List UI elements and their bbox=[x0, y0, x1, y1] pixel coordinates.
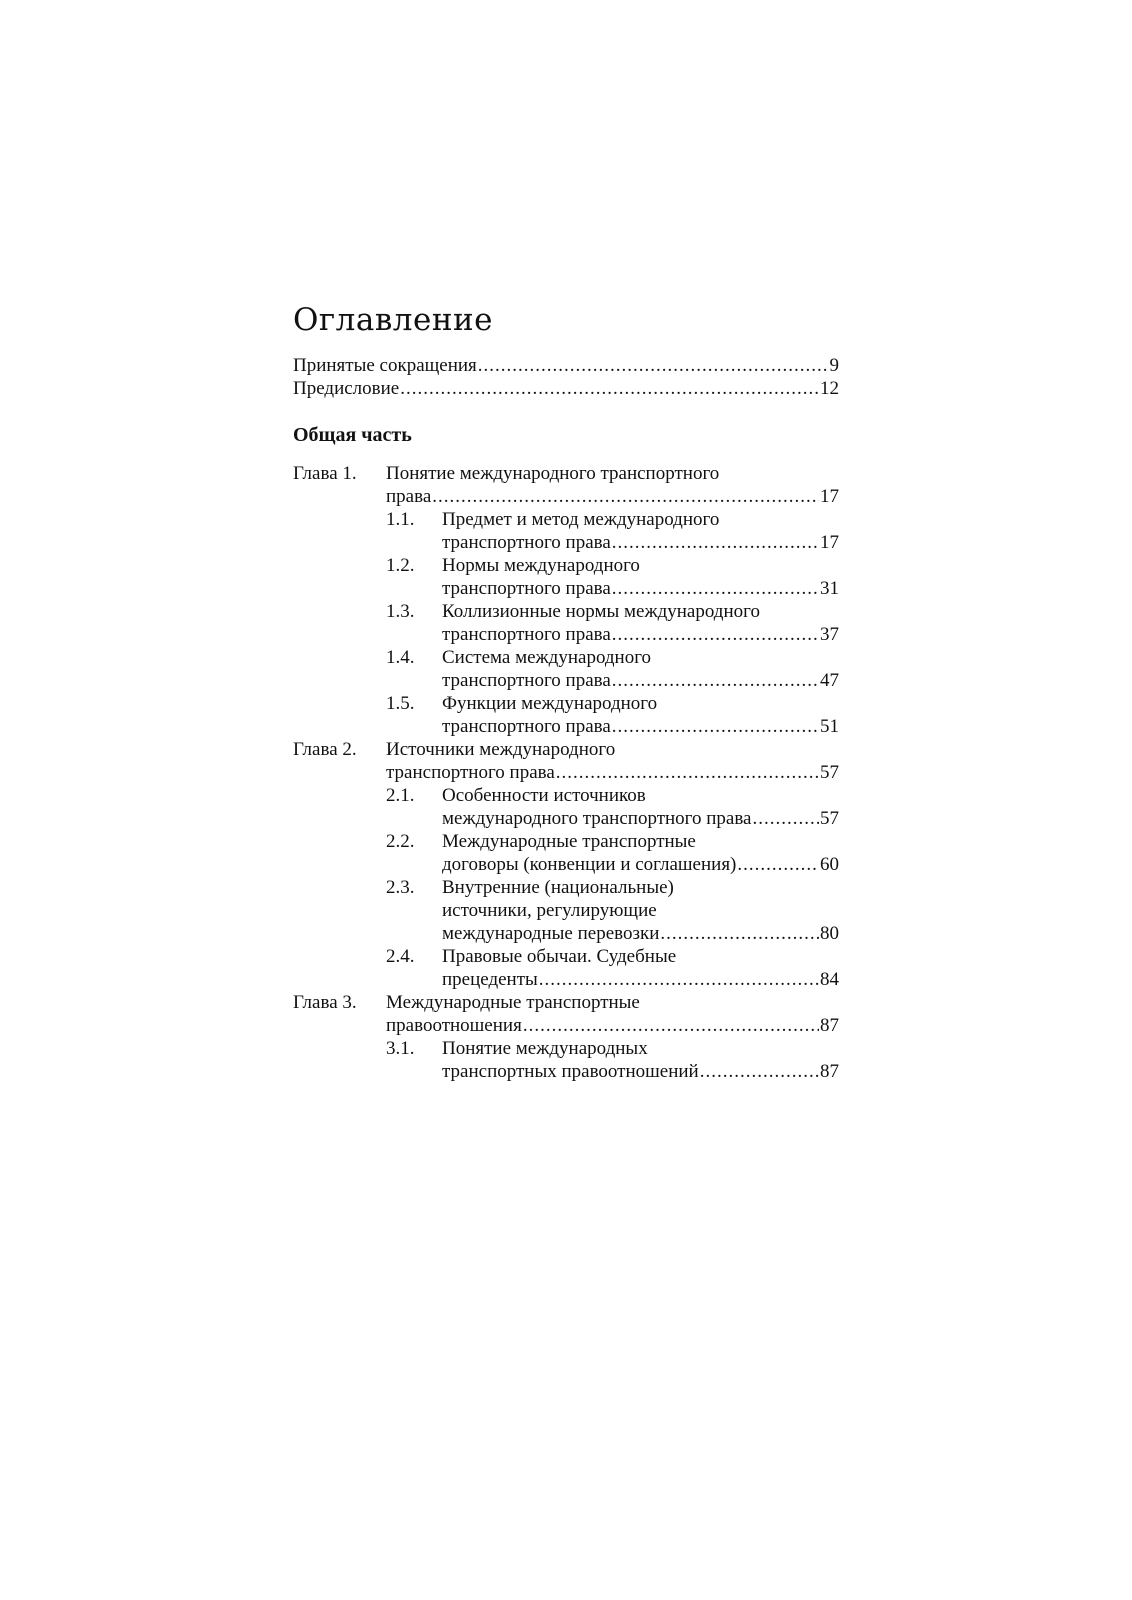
subsection-number: 1.3. bbox=[386, 601, 415, 622]
entry-last-line bbox=[386, 485, 839, 508]
entry-last-line bbox=[442, 623, 839, 646]
dot-leader bbox=[523, 1014, 819, 1037]
dot-leader bbox=[612, 531, 819, 554]
page-number: 47 bbox=[820, 670, 839, 691]
page-number: 57 bbox=[820, 762, 839, 783]
entry-label: Предисловие bbox=[293, 378, 400, 399]
page-number: 17 bbox=[820, 532, 839, 553]
entry-last-line bbox=[442, 531, 839, 554]
entry-last-line bbox=[442, 1060, 839, 1083]
subsection-number: 2.3. bbox=[386, 877, 415, 898]
entry-text-line: Понятие международных bbox=[442, 1038, 648, 1059]
entry-last-line bbox=[442, 853, 839, 876]
entry-text-line: источники, регулирующие bbox=[442, 900, 657, 921]
toc-entry-preface[interactable] bbox=[293, 377, 839, 400]
dot-leader bbox=[539, 968, 819, 991]
subsection-body bbox=[442, 600, 839, 646]
entry-text-line: Особенности источников bbox=[442, 785, 646, 806]
entry-text-line: Нормы международного bbox=[442, 555, 640, 576]
subsection-body bbox=[442, 830, 839, 876]
chapter-body bbox=[386, 462, 839, 738]
dot-leader bbox=[660, 922, 819, 945]
entry-text-line: Функции международного bbox=[442, 693, 658, 714]
subsection-body bbox=[442, 554, 839, 600]
entry-last-line bbox=[386, 761, 839, 784]
page-number: 9 bbox=[829, 355, 839, 376]
entry-text-line: Международные транспортные bbox=[386, 992, 640, 1013]
dot-leader bbox=[612, 623, 819, 646]
entry-text-line: международного транспортного права bbox=[442, 808, 752, 829]
page-number: 12 bbox=[820, 378, 839, 399]
entry-text-line: договоры (конвенции и соглашения) bbox=[442, 854, 737, 875]
dot-leader bbox=[737, 853, 819, 876]
page-number: 17 bbox=[820, 486, 839, 507]
subsection-number: 3.1. bbox=[386, 1038, 415, 1059]
section-heading: Общая часть bbox=[293, 424, 412, 446]
entry-text-line: транспортного права bbox=[442, 716, 611, 737]
subsection-entry[interactable] bbox=[386, 945, 839, 991]
entry-text-line: прецеденты bbox=[442, 969, 538, 990]
entry-last-line bbox=[442, 577, 839, 600]
entry-text-line: Правовые обычаи. Судебные bbox=[442, 946, 677, 967]
entry-text-line: транспортного права bbox=[442, 624, 611, 645]
page-number: 87 bbox=[820, 1061, 839, 1082]
chapter-list bbox=[293, 462, 839, 1083]
subsection-entry[interactable] bbox=[386, 646, 839, 692]
subsection-number: 1.1. bbox=[386, 509, 415, 530]
dot-leader bbox=[700, 1060, 819, 1083]
entry-text-line: транспортного права bbox=[442, 670, 611, 691]
subsection-number: 1.2. bbox=[386, 555, 415, 576]
subsection-entry[interactable] bbox=[386, 508, 839, 554]
dot-leader bbox=[753, 807, 820, 830]
entry-text-line: Источники международного bbox=[386, 739, 616, 760]
subsection-body bbox=[442, 508, 839, 554]
chapter-body bbox=[386, 738, 839, 991]
subsection-entry[interactable] bbox=[386, 600, 839, 646]
toc-entry-abbreviations[interactable] bbox=[293, 354, 839, 377]
entry-text-line: Предмет и метод международного bbox=[442, 509, 720, 530]
entry-text-line: Система международного bbox=[442, 647, 652, 668]
subsection-entry[interactable] bbox=[386, 830, 839, 876]
entry-last-line bbox=[442, 669, 839, 692]
dot-leader bbox=[432, 485, 819, 508]
subsection-body bbox=[442, 692, 839, 738]
page-number: 87 bbox=[820, 1015, 839, 1036]
subsection-body bbox=[442, 945, 839, 991]
page-number: 80 bbox=[820, 923, 839, 944]
chapter-label: Глава 2. bbox=[293, 739, 357, 760]
subsection-entry[interactable] bbox=[386, 692, 839, 738]
entry-last-line bbox=[442, 968, 839, 991]
chapter-entry[interactable] bbox=[293, 462, 839, 738]
entry-text-line: транспортного права bbox=[442, 532, 611, 553]
subsection-body bbox=[442, 876, 839, 945]
entry-label: Принятые сокращения bbox=[293, 355, 477, 376]
chapter-label: Глава 1. bbox=[293, 463, 357, 484]
dot-leader bbox=[612, 577, 819, 600]
entry-text-line: Внутренние (национальные) bbox=[442, 877, 674, 898]
entry-text-line: транспортного права bbox=[442, 578, 611, 599]
subsection-number: 1.4. bbox=[386, 647, 415, 668]
subsection-number: 2.1. bbox=[386, 785, 415, 806]
entry-text-line: Коллизионные нормы международного bbox=[442, 601, 760, 622]
entry-text-line: правоотношения bbox=[386, 1015, 522, 1036]
entry-text-line: права bbox=[386, 486, 432, 507]
subsection-number: 2.4. bbox=[386, 946, 415, 967]
subsection-entry[interactable] bbox=[386, 1037, 839, 1083]
page-number: 60 bbox=[820, 854, 839, 875]
entry-text-line: транспортного права bbox=[386, 762, 555, 783]
entry-text-line: международные перевозки bbox=[442, 923, 660, 944]
toc-title: Оглавление bbox=[293, 302, 493, 338]
entry-text-line: Понятие международного транспортного bbox=[386, 463, 720, 484]
dot-leader bbox=[400, 377, 819, 400]
subsection-number: 2.2. bbox=[386, 831, 415, 852]
entry-last-line bbox=[442, 922, 839, 945]
table-of-contents bbox=[293, 300, 839, 1083]
page-number: 57 bbox=[820, 808, 839, 829]
entry-text-line: Международные транспортные bbox=[442, 831, 696, 852]
dot-leader bbox=[612, 715, 819, 738]
dot-leader bbox=[612, 669, 819, 692]
page-number: 31 bbox=[820, 578, 839, 599]
subsection-number: 1.5. bbox=[386, 693, 415, 714]
page-number: 84 bbox=[820, 969, 839, 990]
chapter-label: Глава 3. bbox=[293, 992, 357, 1013]
entry-text-line: транспортных правоотношений bbox=[442, 1061, 699, 1082]
chapter-entry[interactable] bbox=[293, 991, 839, 1083]
chapter-entry[interactable] bbox=[293, 738, 839, 991]
page-number: 37 bbox=[820, 624, 839, 645]
subsection-entry[interactable] bbox=[386, 554, 839, 600]
subsection-entry[interactable] bbox=[386, 876, 839, 945]
dot-leader bbox=[478, 354, 829, 377]
entry-last-line bbox=[442, 715, 839, 738]
subsection-body bbox=[442, 784, 839, 830]
entry-last-line bbox=[442, 807, 839, 830]
page-number: 51 bbox=[820, 716, 839, 737]
subsection-body bbox=[442, 646, 839, 692]
dot-leader bbox=[556, 761, 819, 784]
chapter-body bbox=[386, 991, 839, 1083]
subsection-entry[interactable] bbox=[386, 784, 839, 830]
entry-last-line bbox=[386, 1014, 839, 1037]
subsection-body bbox=[442, 1037, 839, 1083]
